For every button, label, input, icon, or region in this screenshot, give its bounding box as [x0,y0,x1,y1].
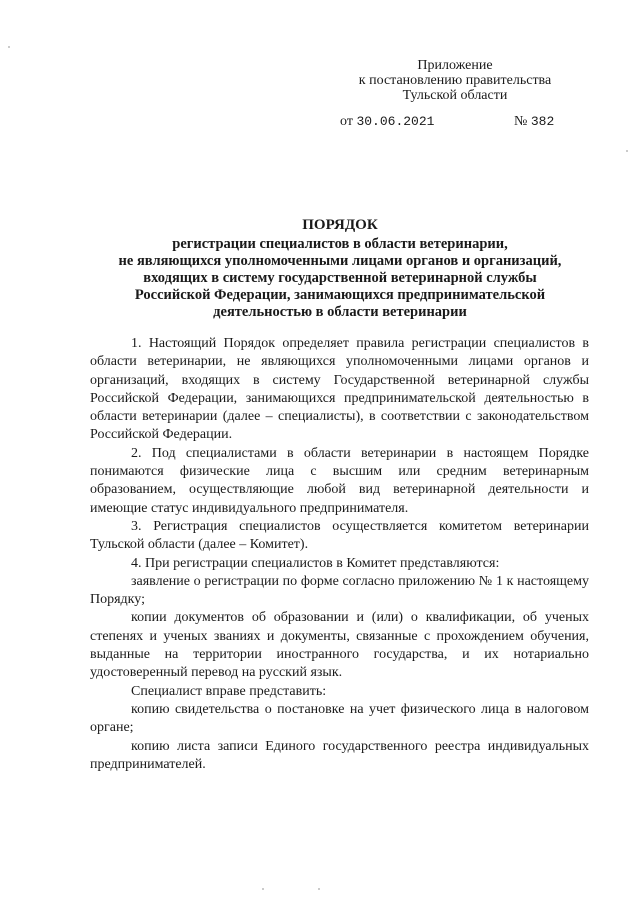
scan-speck [262,888,264,890]
scan-speck [626,150,628,152]
paragraph-3: 3. Регистрация специалистов осуществляется комитетом ветеринарии Тульской области (далее – Комитет). [90,518,589,553]
paragraph-registry-sheet: копию листа записи Единого государственного реестра индивидуальных предпринимателей. [90,738,589,772]
appendix-line-2: к постановлению правительства [358,73,552,88]
paragraph-1: 1. Настоящий Порядок определяет правила регистрации специалистов в области ветеринарии, не являющихся уполномоченными лицами органов и организаций, входящих в систему Государственной ветеринарной службы Российской Федерации, занимающихся предпринимательской деятельностью в области ветеринарии (далее – специалисты), в соответствии с законодательством Российской Федерации. [90,336,589,443]
document-date: 30.06.2021 [356,114,435,129]
paragraph-tax-certificate: копию свидетельства о постановке на учет физического лица в налоговом органе; [90,701,589,736]
title-line: не являющихся уполномоченными лицами органов и организаций, [118,253,562,269]
paragraph-application: заявление о регистрации по форме согласно приложению № 1 к настоящему Порядку; [90,573,589,608]
paragraph-optional-intro: Специалист вправе представить: [131,683,327,699]
scan-speck [8,46,10,48]
document-number-block [514,114,554,130]
appendix-line-3: Тульской области [402,88,508,103]
number-sign: № [514,114,528,129]
document-number: 382 [530,114,555,129]
title-line: деятельностью в области ветеринарии [213,304,467,320]
document-body [90,335,589,774]
scan-speck [318,888,320,890]
paragraph-copies-education: копии документов об образовании и (или) о квалификации, об ученых степенях и ученых званиях и документы, связанные с прохождением обучения, выданные на территории иностранного государства, и их нотариально удостоверенный перевод на русский язык. [90,610,589,681]
title-line: регистрации специалистов в области ветеринарии, [172,236,508,252]
title-line: входящих в систему государственной ветеринарной службы [143,270,537,286]
date-prefix: от [340,114,353,129]
title-main: ПОРЯДОК [302,217,378,233]
appendix-header [340,58,570,103]
document-title [60,217,620,321]
paragraph-4: 4. При регистрации специалистов в Комитет представляются: [131,555,500,571]
paragraph-2: 2. Под специалистами в области ветеринарии в настоящем Порядке понимаются физические лица с высшим или средним ветеринарным образованием, осуществляющие любой вид ветеринарной деятельности и имеющие статус индивидуального предпринимателя. [90,445,589,516]
date-number-line [340,114,570,130]
title-line: Российской Федерации, занимающихся предпринимательской [134,287,546,303]
appendix-line-1: Приложение [417,58,493,73]
